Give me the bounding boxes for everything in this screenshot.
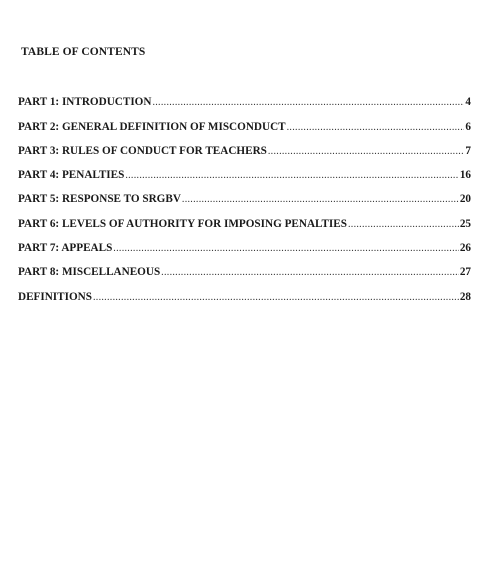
toc-dot-leader (348, 218, 459, 231)
toc-entry-part-6[interactable] (18, 206, 471, 230)
toc-entry-definitions[interactable] (18, 279, 471, 303)
toc-entry-label: PART 7: APPEALS (18, 242, 113, 255)
toc-entry-page: 16 (459, 169, 471, 182)
toc-entry-page: 4 (465, 96, 471, 109)
toc-entry-part-8[interactable] (18, 255, 471, 279)
toc-entry-label: DEFINITIONS (18, 290, 92, 303)
toc-entry-page: 20 (459, 193, 471, 206)
toc-entry-label: PART 6: LEVELS OF AUTHORITY FOR IMPOSING PENALTIES (18, 217, 347, 230)
toc-entry-part-4[interactable] (18, 158, 471, 182)
toc-entry-part-7[interactable] (18, 231, 471, 255)
toc-dot-leader (152, 96, 464, 109)
toc-entry-part-2[interactable] (18, 109, 471, 133)
toc-dot-leader (125, 169, 458, 182)
toc-title: TABLE OF CONTENTS (21, 46, 146, 58)
toc-entry-label: PART 3: RULES OF CONDUCT FOR TEACHERS (18, 144, 267, 157)
toc-entry-page: 27 (459, 266, 471, 279)
toc-entry-page: 6 (465, 120, 471, 133)
toc-entry-label: PART 8: MISCELLANEOUS (18, 266, 161, 279)
toc-dot-leader (287, 121, 465, 134)
toc-entry-part-5[interactable] (18, 182, 471, 206)
toc-entry-page: 7 (465, 144, 471, 157)
toc-entry-label: PART 4: PENALTIES (18, 169, 125, 182)
toc-dot-leader (93, 291, 459, 304)
toc-entry-label: PART 1: INTRODUCTION (18, 96, 152, 109)
toc-entry-part-3[interactable] (18, 134, 471, 158)
toc-entry-label: PART 5: RESPONSE TO SRGBV (18, 193, 181, 206)
toc-list (18, 85, 471, 304)
toc-dot-leader (268, 145, 465, 158)
toc-entry-part-1[interactable] (18, 85, 471, 109)
toc-dot-leader (113, 242, 459, 255)
toc-entry-page: 28 (459, 290, 471, 303)
toc-dot-leader (182, 193, 459, 206)
toc-entry-page: 26 (459, 242, 471, 255)
toc-entry-label: PART 2: GENERAL DEFINITION OF MISCONDUCT (18, 120, 286, 133)
toc-dot-leader (161, 266, 459, 279)
toc-entry-page: 25 (459, 217, 471, 230)
